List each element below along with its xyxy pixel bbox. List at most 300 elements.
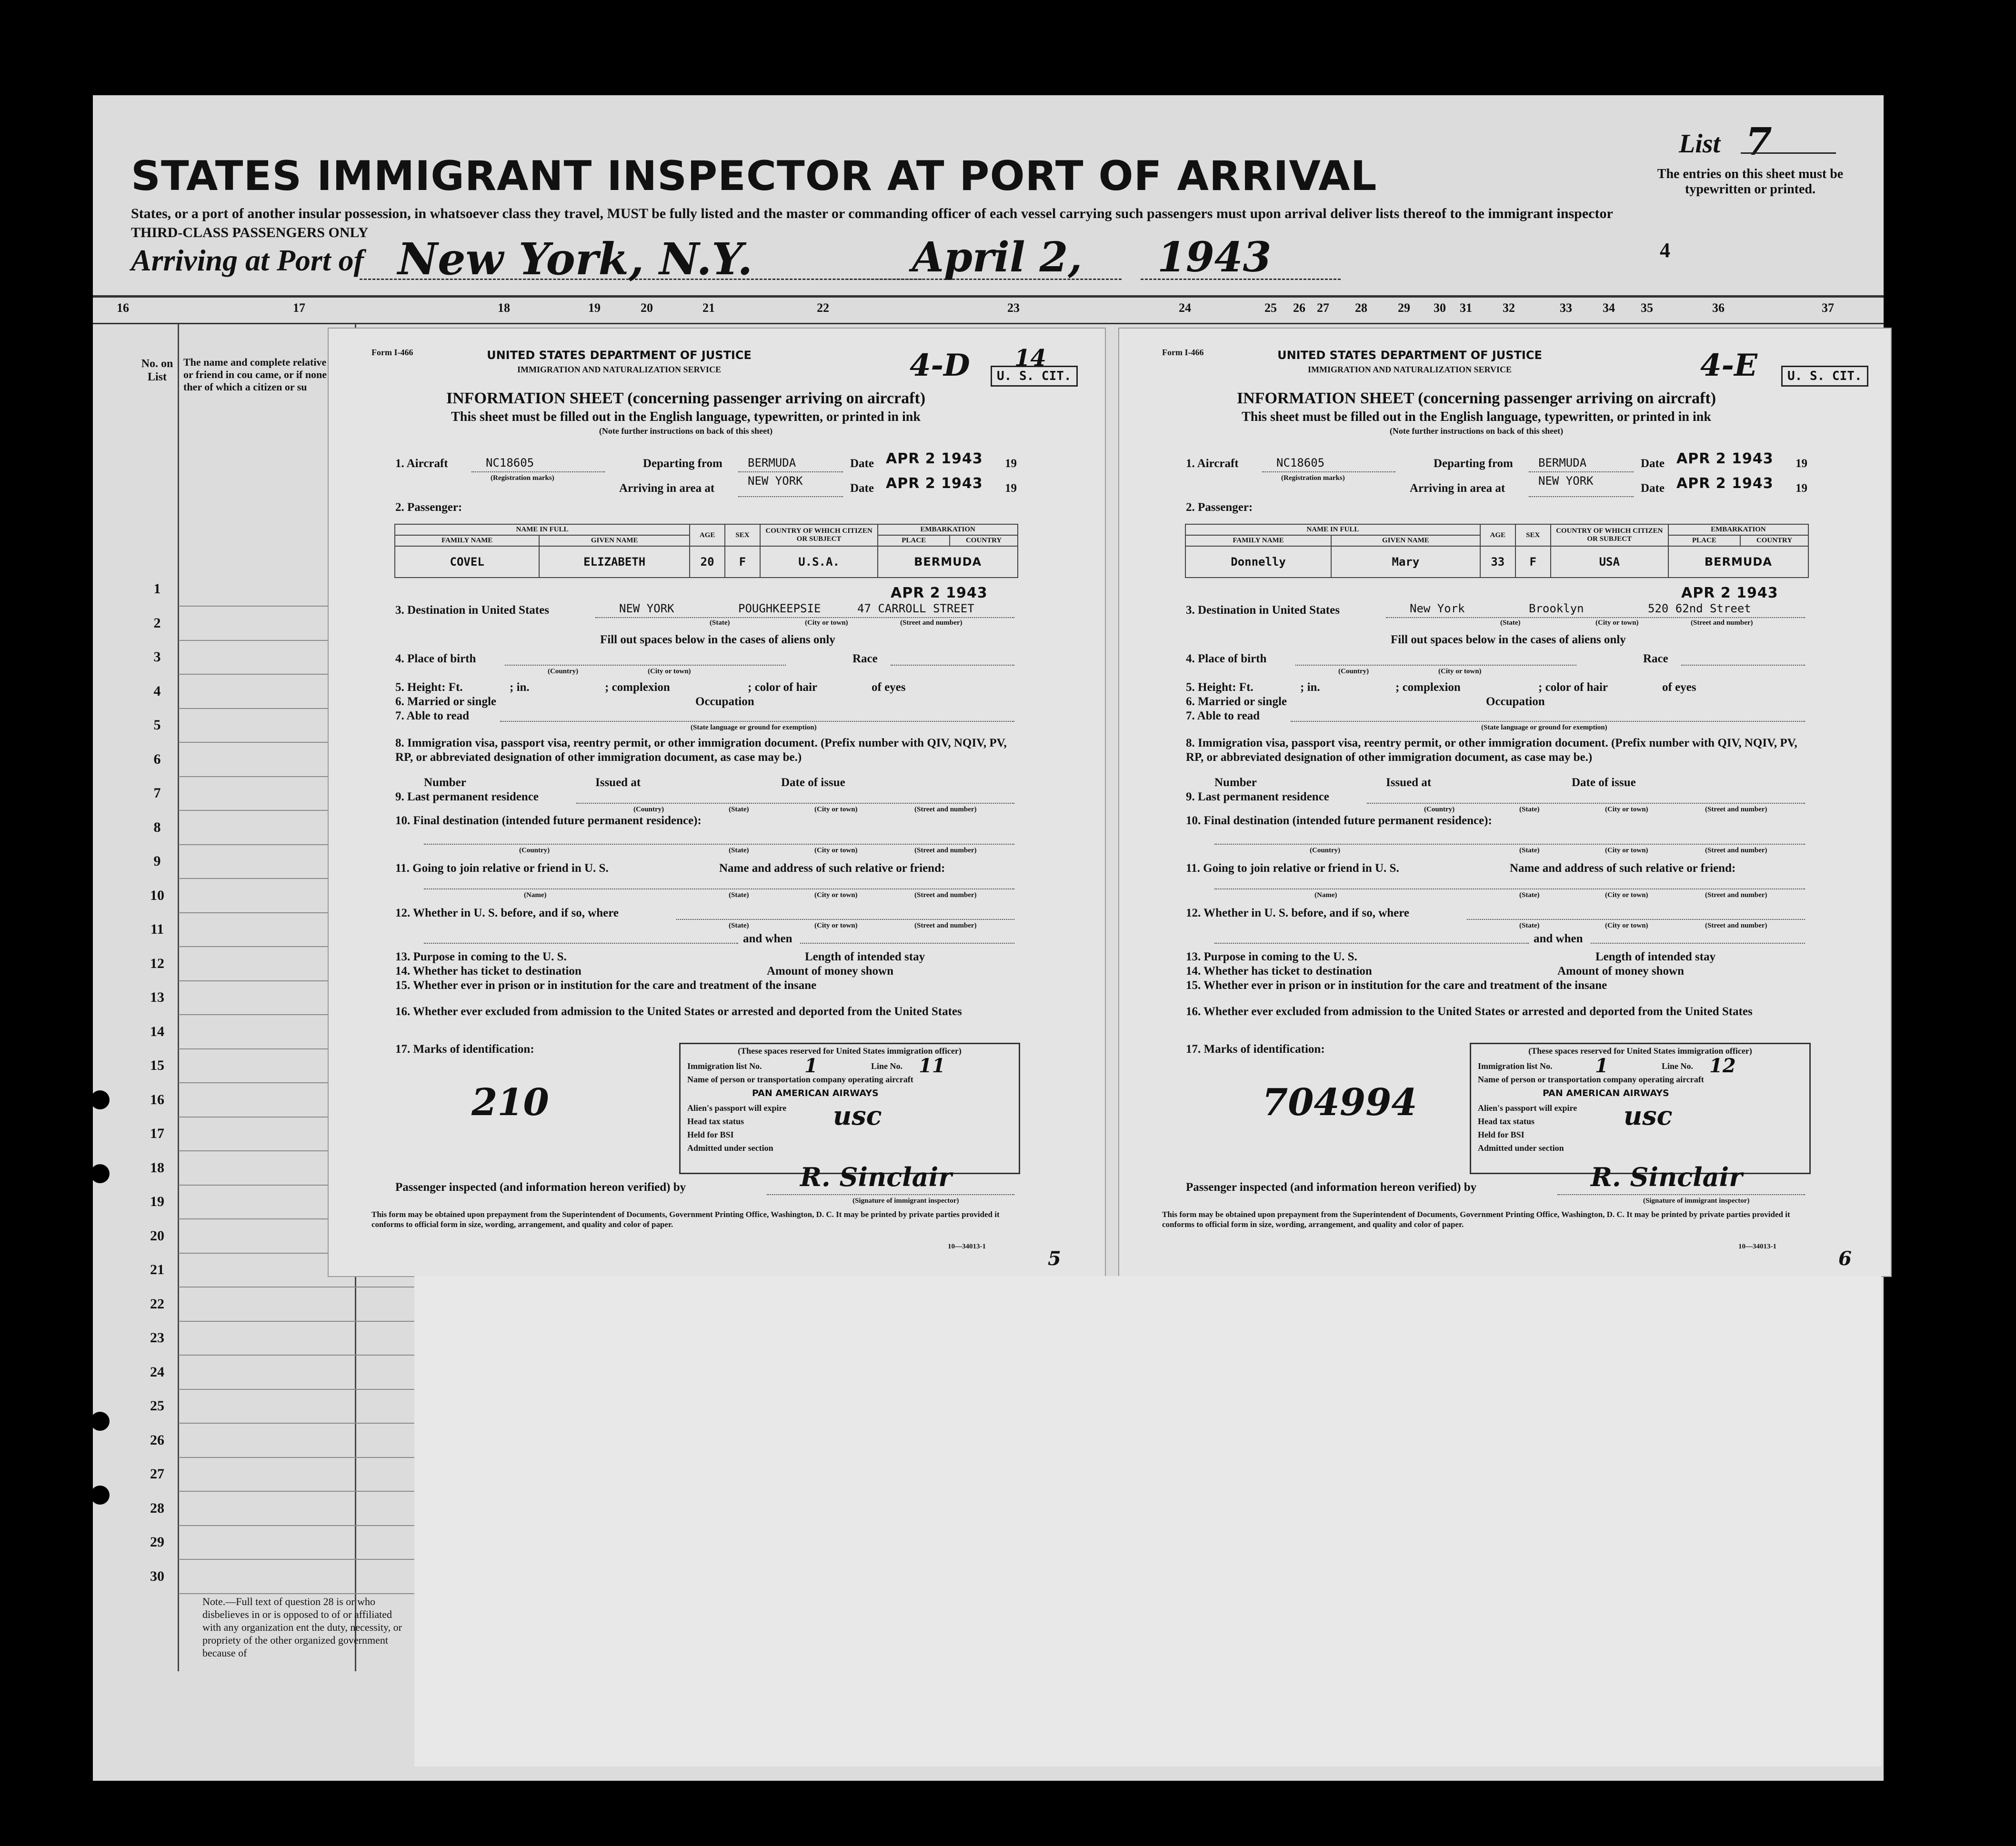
name-label: (Name)	[524, 891, 547, 899]
and-when-label: and when	[1534, 932, 1583, 945]
officer-box-header: (These spaces reserved for United States immigration officer)	[738, 1046, 962, 1056]
box-list-no: 1	[1595, 1055, 1608, 1077]
state-label-2: (State)	[1519, 806, 1540, 813]
arrival-year: 1943	[1157, 233, 1272, 281]
q12-label: 12. Whether in U. S. before, and if so, where	[1186, 907, 1409, 919]
q7-line	[1291, 721, 1805, 722]
departing-from-value: BERMUDA	[1538, 456, 1587, 469]
row-number: 25	[150, 1398, 164, 1414]
box-admitted-label: Admitted under section	[687, 1143, 773, 1153]
arrival-date: April 2,	[912, 233, 1083, 281]
given-name-cell	[539, 546, 690, 578]
signature-line	[1557, 1194, 1805, 1195]
issued-at-label: Issued at	[1386, 776, 1432, 789]
row-number: 13	[150, 989, 164, 1005]
q11-label: 11. Going to join relative or friend in U. S.	[1186, 862, 1399, 875]
row-number: 17	[150, 1126, 164, 1141]
box-operator-label: Name of person or transportation company operating aircraft	[1478, 1075, 1704, 1084]
country-label-3: (Country)	[1310, 847, 1341, 854]
country-label: (Country)	[1338, 668, 1369, 675]
city-label-2: (City or town)	[1438, 668, 1482, 675]
row-number: 1	[153, 581, 161, 597]
embark-date-stamp: APR 2 1943	[1681, 585, 1778, 601]
state-label-4: (State)	[729, 891, 749, 899]
column-number: 34	[1603, 301, 1615, 315]
row-number: 11	[150, 921, 164, 937]
information-sheet-right	[1119, 329, 1891, 1276]
arriving-line	[1529, 496, 1634, 497]
row-number: 29	[150, 1534, 164, 1550]
state-label-4: (State)	[1519, 891, 1540, 899]
identification-marks: 210	[471, 1081, 549, 1124]
given-name-cell	[1331, 546, 1480, 578]
punch-hole	[90, 1090, 110, 1109]
column-number: 31	[1460, 301, 1472, 315]
arriving-label: Arriving at Port of	[131, 243, 364, 277]
sex: F	[739, 555, 746, 569]
signature-line	[767, 1194, 1014, 1195]
form-number: Form I-466	[1162, 348, 1204, 357]
box-list-no: 1	[804, 1055, 818, 1077]
inspector-signature: R. Sinclair	[800, 1162, 952, 1192]
q9-label: 9. Last permanent residence	[395, 790, 539, 803]
column-number: 23	[1007, 301, 1020, 315]
q5-eyes-label: of eyes	[1662, 681, 1696, 694]
destination-city: POUGHKEEPSIE	[738, 602, 821, 615]
column-number: 30	[1434, 301, 1446, 315]
column-number: 27	[1317, 301, 1329, 315]
q9-label: 9. Last permanent residence	[1186, 790, 1329, 803]
th-place: PLACE	[878, 535, 950, 546]
citizen-of: USA	[1599, 555, 1620, 569]
row-number: 14	[150, 1023, 164, 1039]
city-label-6: (City or town)	[814, 922, 858, 929]
street-label-4: (Street and number)	[1705, 891, 1767, 899]
departing-line	[1529, 471, 1634, 472]
year-prefix: 19	[1005, 457, 1017, 470]
sheet-corner-number: 6	[1838, 1247, 1852, 1270]
officer-box	[1470, 1043, 1811, 1174]
th-sex: SEX	[725, 524, 760, 546]
q6-label: 6. Married or single	[1186, 695, 1287, 708]
information-sheet-left	[329, 329, 1105, 1276]
destination-street: 520 62nd Street	[1648, 602, 1751, 615]
age: 20	[700, 555, 714, 569]
q2-passenger-label: 2. Passenger:	[1186, 501, 1253, 514]
sex-cell	[725, 546, 760, 578]
th-country: COUNTRY OF WHICH CITIZEN OR SUBJECT	[1551, 524, 1668, 546]
city-label-2: (City or town)	[648, 668, 691, 675]
page-number: 4	[1660, 239, 1670, 262]
column-number: 21	[702, 301, 715, 315]
family-name: Donnelly	[1231, 555, 1286, 569]
row-number: 5	[153, 717, 161, 733]
money-label: Amount of money shown	[767, 965, 894, 978]
q16-label: 16. Whether ever excluded from admission to the United States or arrested and deported from the United States	[395, 1005, 962, 1018]
manifest-subtitle: States, or a port of another insular possession, in whatsoever class they travel, MUST be fully listed and the master or commanding officer of each vessel carrying such passengers must upon arrival deliver lists thereof to the immigrant inspector	[131, 206, 1613, 221]
box-bsi-label: Held for BSI	[687, 1130, 734, 1139]
header-rule	[93, 295, 1884, 298]
th-embarkation: EMBARKATION	[1668, 524, 1808, 535]
q5-complexion-label: ; complexion	[1395, 681, 1461, 694]
q7-note: (State language or ground for exemption)	[1481, 724, 1607, 731]
row-number: 22	[150, 1296, 164, 1312]
th-name-in-full: NAME IN FULL	[1185, 524, 1480, 535]
q2-passenger-label: 2. Passenger:	[395, 501, 462, 514]
money-label: Amount of money shown	[1557, 965, 1685, 978]
embarkation-cell	[878, 546, 1018, 578]
number-label: Number	[1214, 776, 1257, 789]
q1-aircraft-label: 1. Aircraft	[395, 457, 448, 470]
city-label-4: (City or town)	[814, 847, 858, 854]
row-number: 30	[150, 1568, 164, 1584]
th-family-name: FAMILY NAME	[1185, 535, 1331, 546]
column-number: 25	[1264, 301, 1277, 315]
print-code: 10—34013-1	[948, 1243, 986, 1250]
box-line-no-label: Line No.	[871, 1061, 903, 1071]
sheet-corner-number: 5	[1048, 1247, 1061, 1270]
row-number: 24	[150, 1364, 164, 1380]
street-label-3: (Street and number)	[914, 847, 977, 854]
q9-line	[1367, 803, 1805, 804]
q10-line	[424, 844, 1014, 845]
date-label: Date	[1641, 457, 1665, 470]
passenger-table	[394, 524, 1018, 578]
street-label: (Street and number)	[1691, 619, 1753, 627]
depart-date-stamp: APR 2 1943	[886, 450, 983, 467]
punch-hole	[90, 1164, 110, 1183]
row-number: 3	[153, 649, 161, 665]
city-label-5: (City or town)	[1605, 891, 1648, 899]
punch-hole	[90, 1412, 110, 1431]
departing-from-label: Departing from	[643, 457, 722, 470]
th-country: COUNTRY OF WHICH CITIZEN OR SUBJECT	[760, 524, 878, 546]
number-label: Number	[424, 776, 466, 789]
given-name: Mary	[1392, 555, 1420, 569]
row-number: 23	[150, 1330, 164, 1346]
form-footer: This form may be obtained upon prepayment from the Superintendent of Documents, Government Printing Office, Washington, D. C. It may be printed by private parties provided it conforms to official form in size, wording, arrangement, and quality and color of paper.	[1162, 1210, 1790, 1229]
passenger-table	[1185, 524, 1809, 578]
q17-label: 17. Marks of identification:	[1186, 1043, 1325, 1056]
street-label-4: (Street and number)	[914, 891, 977, 899]
signature-label: (Signature of immigrant inspector)	[1643, 1197, 1750, 1205]
q11-line	[1214, 888, 1805, 889]
list-label: List	[1679, 129, 1721, 159]
th-given-name: GIVEN NAME	[539, 535, 690, 546]
depart-date-stamp: APR 2 1943	[1676, 450, 1774, 467]
q8-label: 8. Immigration visa, passport visa, reentry permit, or other immigration document. (Prefix number with QIV, NQIV, PV, RP, or abbreviated designation of other immigration document, as case may be.)	[1186, 737, 1797, 764]
street-label-3: (Street and number)	[1705, 847, 1767, 854]
date-label-2: Date	[850, 482, 874, 495]
port-of-arrival: New York, N.Y.	[398, 233, 753, 285]
q17-label: 17. Marks of identification:	[395, 1043, 534, 1056]
aircraft-value: NC18605	[486, 456, 534, 469]
q7-line	[500, 721, 1014, 722]
state-label-5: (State)	[1519, 922, 1540, 929]
q12-line-2	[1214, 943, 1529, 944]
date-of-issue-label: Date of issue	[781, 776, 845, 789]
q4-line	[505, 665, 786, 666]
city-label-5: (City or town)	[814, 891, 858, 899]
column-number: 24	[1179, 301, 1191, 315]
occupation-label: Occupation	[1486, 695, 1545, 708]
age-cell	[690, 546, 725, 578]
row-number: 8	[153, 819, 161, 835]
state-label-5: (State)	[729, 922, 749, 929]
registration-marks-label: (Registration marks)	[1281, 474, 1345, 482]
departing-from-value: BERMUDA	[748, 456, 796, 469]
q13-label: 13. Purpose in coming to the U. S.	[395, 950, 567, 963]
q15-label: 15. Whether ever in prison or in institution for the care and treatment of the insane	[395, 979, 817, 992]
row-number: 2	[153, 615, 161, 631]
column-number: 37	[1822, 301, 1834, 315]
street-label: (Street and number)	[900, 619, 963, 627]
q3-line	[595, 617, 1014, 618]
and-when-line	[1591, 943, 1805, 944]
column-number: 20	[641, 301, 653, 315]
row-number: 18	[150, 1159, 164, 1176]
year-prefix: 19	[1795, 457, 1807, 470]
date-of-issue-label: Date of issue	[1572, 776, 1636, 789]
city-label-4: (City or town)	[1605, 847, 1648, 854]
sheet-tag: 4-D	[910, 348, 970, 383]
q10-label: 10. Final destination (intended future permanent residence):	[395, 814, 702, 827]
column-number: 26	[1293, 301, 1305, 315]
q13-label: 13. Purpose in coming to the U. S.	[1186, 950, 1357, 963]
department-name: UNITED STATES DEPARTMENT OF JUSTICE	[487, 349, 752, 362]
box-operator: PAN AMERICAN AIRWAYS	[752, 1088, 879, 1098]
city-label: (City or town)	[805, 619, 848, 627]
sheet-note: (Note further instructions on back of this sheet)	[1389, 426, 1564, 436]
and-when-label: and when	[743, 932, 792, 945]
embark-date-stamp: APR 2 1943	[891, 585, 988, 601]
list-number: 7	[1745, 119, 1772, 164]
age: 33	[1491, 555, 1505, 569]
sheet-heading: INFORMATION SHEET (concerning passenger arriving on aircraft)	[1236, 389, 1716, 407]
q6-label: 6. Married or single	[395, 695, 496, 708]
age-cell	[1480, 546, 1515, 578]
row-number: 20	[150, 1227, 164, 1244]
blank-cover-card	[414, 1276, 1881, 1766]
column-number: 22	[817, 301, 829, 315]
q14-label: 14. Whether has ticket to destination	[1186, 965, 1372, 978]
column-number: 18	[498, 301, 510, 315]
country-label-2: (Country)	[633, 806, 664, 813]
inspected-label: Passenger inspected (and information hereon verified) by	[1186, 1181, 1477, 1194]
sheet-note: (Note further instructions on back of this sheet)	[599, 426, 773, 436]
destination-street: 47 CARROLL STREET	[857, 602, 974, 615]
arrive-date-stamp: APR 2 1943	[1676, 475, 1774, 492]
destination-city: Brooklyn	[1529, 602, 1584, 615]
arrive-date-stamp: APR 2 1943	[886, 475, 983, 492]
embarkation-cell	[1668, 546, 1808, 578]
q1-aircraft-label: 1. Aircraft	[1186, 457, 1239, 470]
arriving-in-value: NEW YORK	[1538, 474, 1594, 488]
name-column-header: The name and complete relative or friend in cou came, or if none ther of which a citizen or su	[183, 356, 327, 393]
and-when-line	[800, 943, 1014, 944]
q7-label: 7. Able to read	[1186, 709, 1260, 722]
row-number: 26	[150, 1432, 164, 1448]
q5-inches-label: ; in.	[1300, 681, 1320, 694]
box-operator-label: Name of person or transportation company operating aircraft	[687, 1075, 913, 1084]
column-number: 17	[293, 301, 305, 315]
service-name: IMMIGRATION AND NATURALIZATION SERVICE	[1308, 365, 1512, 374]
row-number: 9	[153, 853, 161, 869]
q9-line	[576, 803, 1014, 804]
city-label-6: (City or town)	[1605, 922, 1648, 929]
q7-label: 7. Able to read	[395, 709, 470, 722]
q12-line-2	[424, 943, 738, 944]
q11-label: 11. Going to join relative or friend in U. S.	[395, 862, 609, 875]
race-label: Race	[1643, 652, 1668, 665]
box-admitted-label: Admitted under section	[1478, 1143, 1564, 1153]
q11-name-label: Name and address of such relative or friend:	[1510, 862, 1736, 875]
q16-label: 16. Whether ever excluded from admission to the United States or arrested and deported from the United States	[1186, 1005, 1753, 1018]
departing-from-label: Departing from	[1434, 457, 1513, 470]
q3-line	[1386, 617, 1805, 618]
aliens-only-heading: Fill out spaces below in the cases of aliens only	[600, 633, 835, 646]
signature-label: (Signature of immigrant inspector)	[853, 1197, 959, 1205]
column-number: 16	[117, 301, 129, 315]
year-prefix-2: 19	[1005, 482, 1017, 495]
box-passport-label: Alien's passport will expire	[1478, 1103, 1577, 1113]
box-headtax: usc	[833, 1100, 882, 1131]
length-stay-label: Length of intended stay	[1595, 950, 1716, 963]
q12-line	[1467, 919, 1805, 920]
aliens-only-heading: Fill out spaces below in the cases of aliens only	[1391, 633, 1626, 646]
th-country-2: COUNTRY	[1740, 535, 1808, 546]
aircraft-value: NC18605	[1276, 456, 1325, 469]
inspector-signature: R. Sinclair	[1591, 1162, 1743, 1192]
column-number: 35	[1641, 301, 1653, 315]
q5-complexion-label: ; complexion	[605, 681, 670, 694]
destination-state: NEW YORK	[619, 602, 674, 615]
sex-cell	[1515, 546, 1551, 578]
street-label-5: (Street and number)	[1705, 922, 1767, 929]
row-number: 16	[150, 1091, 164, 1108]
q12-label: 12. Whether in U. S. before, and if so, where	[395, 907, 619, 919]
state-label: (State)	[710, 619, 730, 627]
citizen-cell	[1551, 546, 1668, 578]
form-footer: This form may be obtained upon prepayment from the Superintendent of Documents, Government Printing Office, Washington, D. C. It may be printed by private parties provided it conforms to official form in size, wording, arrangement, and quality and color of paper.	[371, 1210, 1000, 1229]
citizen-of: U.S.A.	[798, 555, 840, 569]
q10-line	[1214, 844, 1805, 845]
sex: F	[1529, 555, 1536, 569]
box-list-no-label: Immigration list No.	[1478, 1061, 1553, 1071]
family-name-cell	[1185, 546, 1331, 578]
service-name: IMMIGRATION AND NATURALIZATION SERVICE	[517, 365, 721, 374]
occupation-label: Occupation	[695, 695, 754, 708]
race-line	[891, 665, 1014, 666]
th-embarkation: EMBARKATION	[878, 524, 1018, 535]
no-on-list-header: No. on List	[141, 358, 173, 383]
q5-label: 5. Height: Ft.	[1186, 681, 1254, 694]
country-label-3: (Country)	[519, 847, 550, 854]
state-label-2: (State)	[729, 806, 749, 813]
q12-line	[676, 919, 1014, 920]
q4-label: 4. Place of birth	[1186, 652, 1267, 665]
list-underline	[1741, 152, 1836, 154]
issued-at-label: Issued at	[595, 776, 641, 789]
citizen-cell	[760, 546, 878, 578]
sheet-heading: INFORMATION SHEET (concerning passenger arriving on aircraft)	[446, 389, 926, 407]
family-name: COVEL	[450, 555, 484, 569]
date-label-2: Date	[1641, 482, 1665, 495]
destination-state: New York	[1410, 602, 1465, 615]
row-number: 27	[150, 1466, 164, 1482]
officer-box	[679, 1043, 1020, 1174]
race-line	[1681, 665, 1805, 666]
q4-line	[1295, 665, 1576, 666]
row-number: 15	[150, 1058, 164, 1073]
q11-line	[424, 888, 1014, 889]
state-label-3: (State)	[729, 847, 749, 854]
citizen-stamp: U. S. CIT.	[991, 366, 1078, 387]
given-name: ELIZABETH	[583, 555, 646, 569]
embarkation-place: BERMUDA	[914, 555, 982, 569]
sheet-tag: 4-E	[1700, 348, 1757, 383]
th-family-name: FAMILY NAME	[395, 535, 539, 546]
q7-note: (State language or ground for exemption)	[691, 724, 817, 731]
q5-label: 5. Height: Ft.	[395, 681, 463, 694]
inspected-label: Passenger inspected (and information hereon verified) by	[395, 1181, 686, 1194]
th-age: AGE	[1480, 524, 1515, 546]
column-number: 28	[1355, 301, 1367, 315]
country-label: (Country)	[548, 668, 579, 675]
box-list-no-label: Immigration list No.	[687, 1061, 762, 1071]
th-name-in-full: NAME IN FULL	[395, 524, 690, 535]
row-number: 12	[150, 955, 164, 971]
column-number: 36	[1712, 301, 1725, 315]
street-label-2: (Street and number)	[914, 806, 977, 813]
manifest-title: STATES IMMIGRANT INSPECTOR AT PORT OF ARRIVAL	[131, 152, 1377, 200]
departing-line	[738, 471, 843, 472]
sheet-tag-number: 14	[1014, 345, 1046, 371]
arriving-in-label: Arriving in area at	[1410, 482, 1505, 495]
name-label: (Name)	[1314, 891, 1337, 899]
length-stay-label: Length of intended stay	[805, 950, 925, 963]
city-label-3: (City or town)	[814, 806, 858, 813]
punch-hole	[90, 1486, 110, 1505]
box-line-no: 12	[1709, 1055, 1736, 1077]
column-number: 33	[1560, 301, 1572, 315]
th-given-name: GIVEN NAME	[1331, 535, 1480, 546]
embarkation-place: BERMUDA	[1704, 555, 1772, 569]
q3-label: 3. Destination in United States	[395, 604, 549, 617]
footnote: Note.—Full text of question 28 is or who disbelieves in or is opposed to of or affiliated with any organization ent the duty, necessity, or propriety of the other organized government because of	[202, 1596, 402, 1659]
box-headtax-label: Head tax status	[1478, 1117, 1535, 1126]
q8-label: 8. Immigration visa, passport visa, reentry permit, or other immigration document. (Prefix number with QIV, NQIV, PV, RP, or abbreviated designation of other immigration document, as case may be.)	[395, 737, 1007, 764]
row-number: 28	[150, 1500, 164, 1516]
th-age: AGE	[690, 524, 725, 546]
date-label: Date	[850, 457, 874, 470]
race-label: Race	[853, 652, 878, 665]
box-operator: PAN AMERICAN AIRWAYS	[1543, 1088, 1669, 1098]
sheet-instruction: This sheet must be filled out in the English language, typewritten, or printed in ink	[451, 409, 921, 424]
row-number: 6	[153, 751, 161, 767]
officer-box-header: (These spaces reserved for United States immigration officer)	[1528, 1046, 1752, 1056]
q5-inches-label: ; in.	[510, 681, 530, 694]
form-number: Form I-466	[371, 348, 413, 357]
arriving-in-value: NEW YORK	[748, 474, 803, 488]
column-number: 32	[1503, 301, 1515, 315]
aircraft-line	[1262, 471, 1395, 472]
citizen-stamp: U. S. CIT.	[1781, 366, 1868, 387]
registration-marks-label: (Registration marks)	[491, 474, 554, 482]
row-number: 7	[153, 785, 161, 801]
row-number: 4	[153, 683, 161, 699]
column-numbers	[93, 301, 1884, 320]
